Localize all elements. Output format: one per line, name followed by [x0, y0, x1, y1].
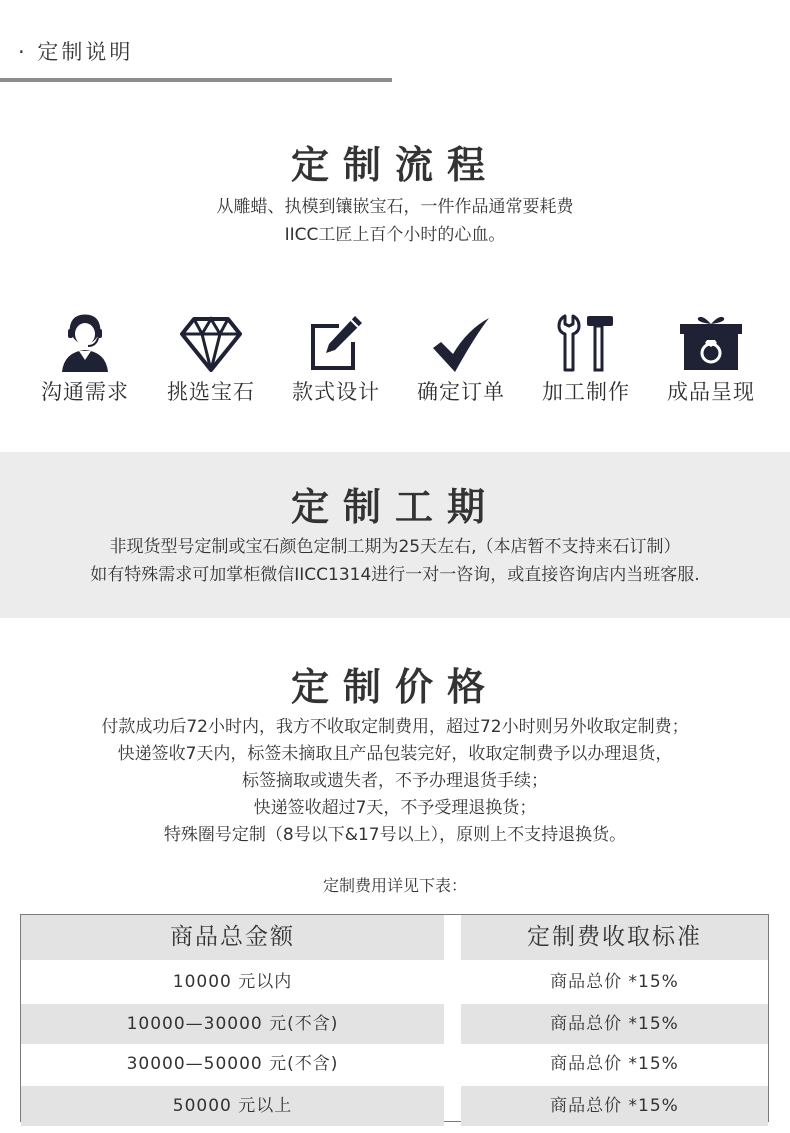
table-cell-fee: 商品总价 *15%: [461, 1004, 768, 1044]
price-line-1: 付款成功后72小时内，我方不收取定制费用，超过72小时则另外收取定制费；: [101, 717, 689, 737]
step-label: 沟通需求: [41, 380, 129, 404]
table-header-amount: 商品总金额: [21, 915, 444, 960]
gift-ring-icon: [649, 310, 773, 372]
customer-service-icon: [23, 310, 147, 372]
table-header-fee: 定制费收取标准: [461, 915, 768, 960]
price-title: 定制价格: [290, 665, 499, 709]
table-cell-amount: 30000—50000 元(不含): [126, 1054, 339, 1074]
checkmark-icon: [399, 310, 523, 372]
table-cell-fee: 商品总价 *15%: [550, 1054, 679, 1074]
step-label: 挑选宝石: [167, 380, 255, 404]
design-pencil-icon: [274, 310, 398, 372]
price-line-5: 特殊圈号定制（8号以下&17号以上），原则上不支持退换货。: [163, 825, 627, 845]
table-cell-fee: 商品总价 *15%: [550, 972, 679, 992]
table-cell-fee: 商品总价 *15%: [461, 1086, 768, 1126]
price-line-4: 快递签收超过7天，不予受理退换货；: [253, 798, 537, 818]
step-label: 成品呈现: [667, 380, 755, 404]
process-desc-line-1: 从雕蜡、执模到镶嵌宝石，一件作品通常要耗费: [216, 197, 574, 217]
step-label: 加工制作: [542, 380, 630, 404]
step-confirm-order: [399, 310, 523, 406]
section-label-underline: [0, 78, 392, 82]
table-cell-amount: 10000—30000 元(不含): [21, 1004, 444, 1044]
period-line-1: 非现货型号定制或宝石颜色定制工期为25天左右,（本店暂不支持来石订制）: [109, 537, 681, 557]
step-label: 确定订单: [417, 380, 505, 404]
step-deliver: [649, 310, 773, 406]
step-communicate: [23, 310, 147, 406]
step-select-gem: [149, 310, 273, 406]
step-manufacture: [524, 310, 648, 406]
period-title: 定制工期: [290, 485, 499, 529]
diamond-icon: [149, 310, 273, 372]
period-line-2: 如有特殊需求可加掌柜微信IICC1314进行一对一咨询，或直接咨询店内当班客服.: [90, 565, 700, 585]
table-column-gap: [444, 915, 461, 1121]
step-label: 款式设计: [292, 380, 380, 404]
table-cell-amount: 50000 元以上: [21, 1086, 444, 1126]
process-desc-line-2: IICC工匠上百个小时的心血。: [284, 225, 506, 245]
step-design: [274, 310, 398, 406]
section-label: · 定制说明: [18, 40, 134, 64]
tools-icon: [524, 310, 648, 372]
table-cell-amount: 10000 元以内: [172, 972, 293, 992]
table-intro: 定制费用详见下表：: [322, 876, 467, 895]
price-line-2: 快递签收7天内，标签未摘取且产品包装完好，收取定制费予以办理退货，: [117, 744, 673, 764]
price-line-3: 标签摘取或遗失者，不予办理退货手续；: [242, 771, 548, 791]
process-title: 定制流程: [290, 143, 499, 187]
